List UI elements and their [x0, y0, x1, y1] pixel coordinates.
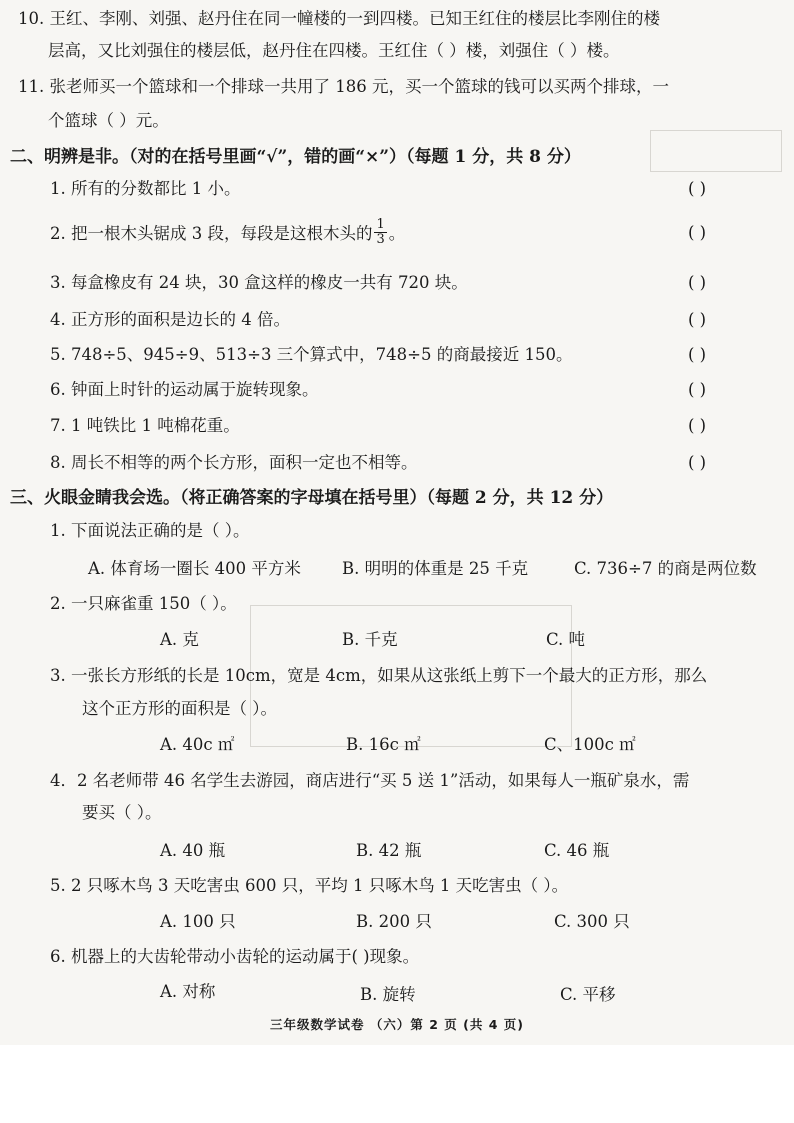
tf-item-4: 4. 正方形的面积是边长的 4 倍。	[50, 310, 290, 329]
mc-q3-option-c[interactable]: C、100c ㎡	[544, 735, 636, 754]
q10-line1: 10. 王红、李刚、刘强、赵丹住在同一幢楼的一到四楼。已知王红住的楼层比李刚住的楼	[18, 9, 660, 28]
tf-answer-blank-1[interactable]: ( )	[688, 179, 707, 198]
q11-line1: 11. 张老师买一个篮球和一个排球一共用了 186 元，买一个篮球的钱可以买两个排球，一	[18, 77, 669, 96]
mc-q4-option-a[interactable]: A. 40 瓶	[160, 841, 226, 860]
mc-q2-stem: 2. 一只麻雀重 150（ ）。	[50, 594, 237, 613]
mc-q3-option-b[interactable]: B. 16c ㎡	[346, 735, 421, 754]
fraction-one-third: $\frac{1}{3}$	[376, 217, 385, 247]
tf-item-2-text: 2. 把一根木头锯成 3 段，每段是这根木头的	[50, 224, 373, 243]
tf-item-8: 8. 周长不相等的两个长方形，面积一定也不相等。	[50, 453, 418, 472]
mc-q2-option-b[interactable]: B. 千克	[342, 630, 398, 649]
tf-answer-blank-2[interactable]: ( )	[688, 223, 707, 242]
mc-q3-line1: 3. 一张长方形纸的长是 10cm，宽是 4cm，如果从这张纸上剪下一个最大的正方形，那么	[50, 666, 708, 685]
tf-answer-blank-5[interactable]: ( )	[688, 345, 707, 364]
mc-q3-line2: 这个正方形的面积是（ ）。	[82, 699, 277, 718]
mc-q4-option-b[interactable]: B. 42 瓶	[356, 841, 422, 860]
section2-title: 二、明辨是非。（对的在括号里画“√”，错的画“×”）（每题 1 分，共 8 分）	[10, 147, 581, 167]
show-through-box	[650, 130, 782, 172]
tf-item-7: 7. 1 吨铁比 1 吨棉花重。	[50, 416, 240, 435]
mc-q1-option-a[interactable]: A. 体育场一圈长 400 平方米	[88, 559, 301, 578]
mc-q6-stem: 6. 机器上的大齿轮带动小齿轮的运动属于( )现象。	[50, 947, 420, 966]
mc-q3-option-a[interactable]: A. 40c ㎡	[160, 735, 235, 754]
mc-q5-stem: 5. 2 只啄木鸟 3 天吃害虫 600 只，平均 1 只啄木鸟 1 天吃害虫（ ）。	[50, 876, 569, 895]
mc-q6-option-b[interactable]: B. 旋转	[360, 985, 416, 1004]
mc-q1-option-c[interactable]: C. 736÷7 的商是两位数	[574, 559, 757, 578]
tf-answer-blank-3[interactable]: ( )	[688, 273, 707, 292]
tf-answer-blank-4[interactable]: ( )	[688, 310, 707, 329]
tf-item-2: 2. 把一根木头锯成 3 段，每段是这根木头的 $\frac{1}{3}$ 。	[50, 217, 406, 247]
mc-q5-option-b[interactable]: B. 200 只	[356, 912, 432, 931]
tf-item-6: 6. 钟面上时针的运动属于旋转现象。	[50, 380, 319, 399]
mc-q5-option-c[interactable]: C. 300 只	[554, 912, 630, 931]
tf-item-1: 1. 所有的分数都比 1 小。	[50, 179, 241, 198]
mc-q4-line1: 4．2 名老师带 46 名学生去游园，商店进行“买 5 送 1”活动，如果每人一瓶矿泉水，需	[50, 771, 690, 790]
section3-title: 三、火眼金睛我会选。（将正确答案的字母填在括号里）（每题 2 分，共 12 分）	[10, 488, 614, 508]
tf-item-3: 3. 每盒橡皮有 24 块，30 盒这样的橡皮一共有 720 块。	[50, 273, 468, 292]
page-footer: 三年级数学试卷 （六）第 2 页 (共 4 页)	[270, 1017, 524, 1032]
tf-answer-blank-7[interactable]: ( )	[688, 416, 707, 435]
q11-line2: 个篮球（ ）元。	[48, 111, 169, 130]
tf-item-5: 5. 748÷5、945÷9、513÷3 三个算式中，748÷5 的商最接近 150。	[50, 345, 573, 364]
tf-answer-blank-8[interactable]: ( )	[688, 453, 707, 472]
mc-q1-option-b[interactable]: B. 明明的体重是 25 千克	[342, 559, 529, 578]
mc-q4-line2: 要买（ ）。	[82, 803, 162, 822]
mc-q6-option-c[interactable]: C. 平移	[560, 985, 616, 1004]
mc-q1-stem: 1. 下面说法正确的是（ ）。	[50, 521, 250, 540]
mc-q2-option-a[interactable]: A. 克	[160, 630, 199, 649]
tf-answer-blank-6[interactable]: ( )	[688, 380, 707, 399]
mc-q4-option-c[interactable]: C. 46 瓶	[544, 841, 610, 860]
q10-line2: 层高，又比刘强住的楼层低，赵丹住在四楼。王红住（ ）楼，刘强住（ ）楼。	[48, 41, 620, 60]
mc-q2-option-c[interactable]: C. 吨	[546, 630, 586, 649]
mc-q5-option-a[interactable]: A. 100 只	[160, 912, 236, 931]
mc-q6-option-a[interactable]: A. 对称	[160, 982, 216, 1001]
